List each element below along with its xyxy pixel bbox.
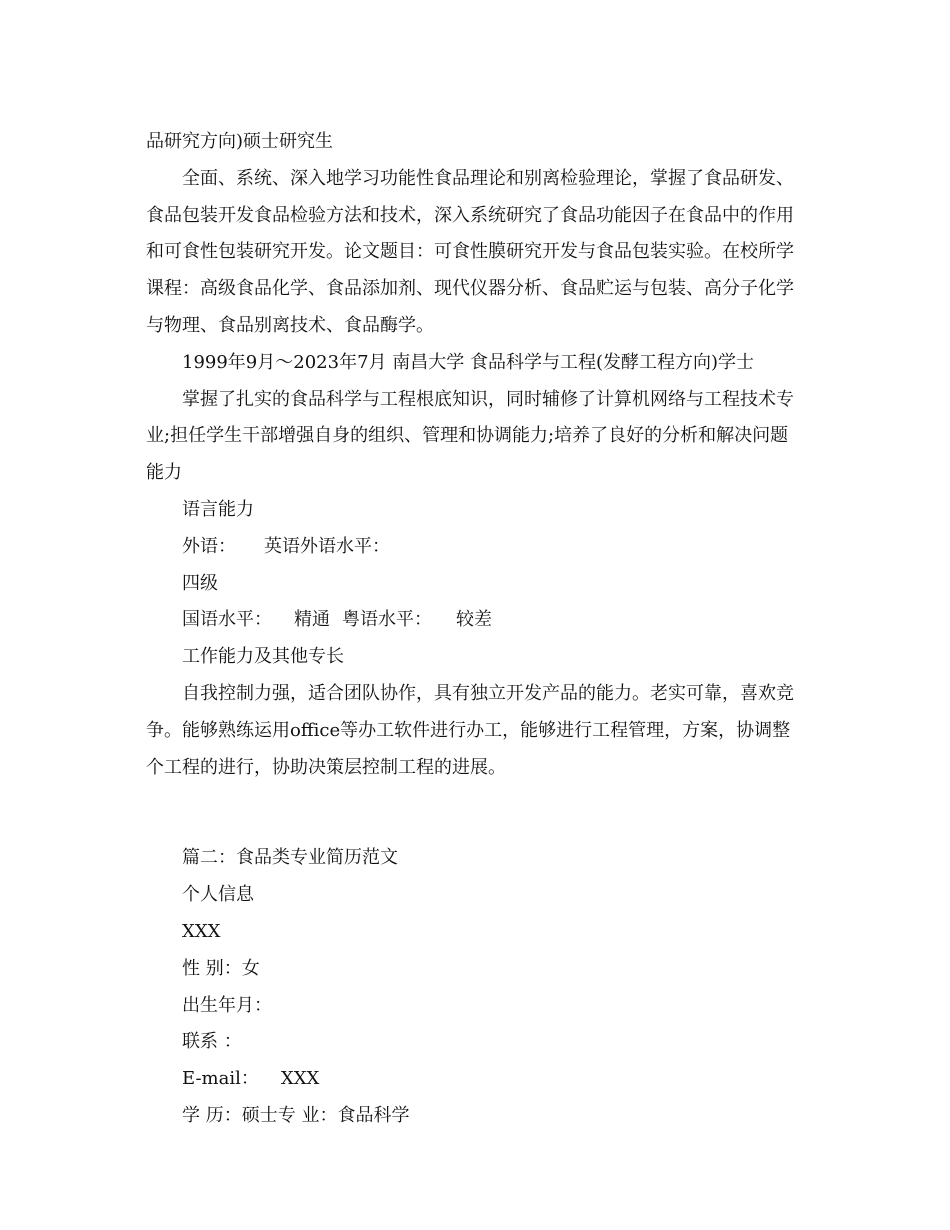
master-description: 全面、系统、深入地学习功能性食品理论和别离检验理论，掌握了食品研发、食品包装开发食品检验方法和技术，深入系统研究了食品功能因子在食品中的作用和可食性包装研究开发。论文题目：可食性膜研究开发与食品包装实验。在校所学课程：高级食品化学、食品添加剂、现代仪器分析、食品贮运与包装、高分子化学与物理、食品别离技术、食品酶学。: [146, 167, 794, 336]
name-value: XXX: [182, 920, 221, 942]
foreign-language-label: 外语：: [182, 535, 236, 557]
mandarin-label: 国语水平：: [182, 609, 272, 631]
education-line: 学 历：硕士专 业：食品科学: [182, 1104, 410, 1126]
personal-info-heading: 个人信息: [182, 884, 254, 906]
skills-heading: 工作能力及其他专长: [182, 646, 344, 668]
bachelor-line: 1999年9月～2023年7月 南昌大学 食品科学与工程(发酵工程方向)学士: [182, 351, 755, 373]
foreign-language-level: 四级: [182, 572, 218, 594]
document-body: [146, 124, 806, 1135]
cantonese-label: 粤语水平：: [342, 609, 432, 631]
foreign-language-value: 英语外语水平：: [264, 535, 390, 557]
foreign-language-row: [146, 529, 806, 566]
cantonese-value: 较差: [456, 609, 492, 631]
email-row: [146, 1061, 806, 1098]
master-program-line-end: 品研究方向)硕士研究生: [146, 131, 334, 152]
section-two-title: 篇二：食品类专业简历范文: [182, 847, 398, 869]
birth-line: 出生年月：: [182, 994, 272, 1016]
mandarin-value: 精通: [294, 609, 330, 631]
gender-line: 性 别：女: [182, 957, 260, 979]
skills-description: 自我控制力强，适合团队协作，具有独立开发产品的能力。老实可靠，喜欢竞争。能够熟练运用office等办工软件进行办工，能够进行工程管理，方案，协调整个工程的进行，协助决策层控制工程的进展。: [146, 682, 794, 778]
section-gap: [146, 786, 806, 840]
contact-line: 联系 ：: [182, 1031, 242, 1053]
language-heading: 语言能力: [182, 498, 254, 520]
email-label: E-mail：: [182, 1068, 259, 1090]
dialect-row: [146, 602, 806, 639]
email-value: XXX: [280, 1068, 320, 1090]
bachelor-description: 掌握了扎实的食品科学与工程根底知识，同时辅修了计算机网络与工程技术专业;担任学生干部增强自身的组织、管理和协调能力;培养了良好的分析和解决问题能力: [146, 388, 794, 484]
